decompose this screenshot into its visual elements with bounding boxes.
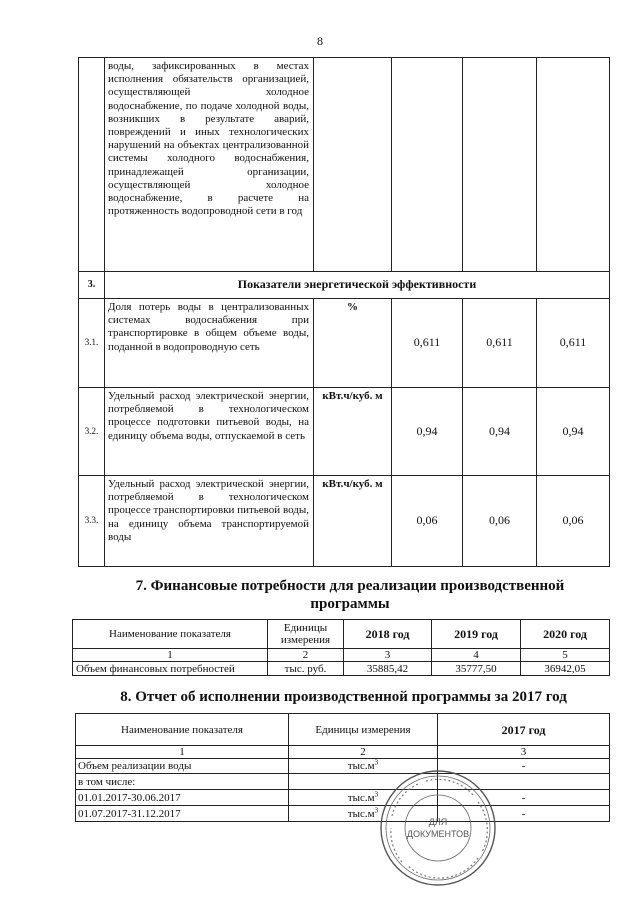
table-header-row — [76, 714, 610, 746]
column-header: 2019 год — [432, 620, 521, 649]
column-header: 2020 год — [521, 620, 610, 649]
column-header: Наименование показателя — [76, 714, 289, 746]
value-cell: 0,94 — [463, 388, 537, 476]
index-cell: 1 — [73, 649, 268, 662]
official-seal — [378, 768, 498, 888]
section8-heading: 8. Отчет об исполнении производственной программы за 2017 год — [120, 689, 567, 705]
indicator-description: Доля потерь воды в централизованных системах водоснабжения при транспортировке в общем объеме воды, поданной в водопроводную сеть — [105, 299, 314, 388]
index-row — [73, 649, 610, 662]
table-row — [79, 476, 610, 567]
table-row — [79, 58, 610, 272]
index-cell: 2 — [268, 649, 344, 662]
seal-text-2: ДОКУМЕНТОВ — [406, 829, 470, 839]
column-header: 2018 год — [344, 620, 432, 649]
row-number: 3.1. — [79, 299, 105, 388]
unit-cell: тыс. руб. — [268, 662, 344, 676]
row-number: 3.2. — [79, 388, 105, 476]
section7-heading: 7. Финансовые потребности для реализации производственной программы — [135, 578, 565, 612]
index-cell: 4 — [432, 649, 521, 662]
unit-text: тыс.м — [347, 791, 375, 804]
unit-cell: кВт.ч/куб. м — [314, 388, 392, 476]
indicator-description: Удельный расход электрической энергии, потребляемой в технологическом процессе транспортировки питьевой воды, на единицу объема транспортируемой воды — [105, 476, 314, 567]
index-cell: 1 — [76, 746, 289, 759]
row-label: 01.07.2017-31.12.2017 — [76, 806, 289, 822]
value-cell: 36942,05 — [521, 662, 610, 676]
row-label: 01.01.2017-30.06.2017 — [76, 790, 289, 806]
page-number: 8 — [317, 34, 323, 48]
indicator-description: Удельный расход электрической энергии, потребляемой в технологическом процессе подготовки питьевой воды, на единицу объема воды, отпускаемой в сеть — [105, 388, 314, 476]
unit-superscript: 3 — [374, 758, 379, 767]
unit-superscript: 3 — [374, 805, 379, 814]
value-cell: 0,611 — [537, 299, 610, 388]
index-cell: 2 — [289, 746, 438, 759]
table-row — [76, 806, 610, 822]
unit-text: тыс.м — [347, 760, 375, 772]
row-label: Объем реализации воды — [76, 759, 289, 774]
index-cell: 5 — [521, 649, 610, 662]
index-row — [76, 746, 610, 759]
column-header: Единицы измерения — [268, 620, 344, 649]
table-row — [76, 759, 610, 774]
value-cell: 0,611 — [392, 299, 463, 388]
section-title: Показатели энергетической эффективности — [105, 272, 610, 299]
value-cell: - — [438, 759, 610, 774]
table-row — [76, 790, 610, 806]
row-label: в том числе: — [76, 774, 289, 790]
unit-superscript: 3 — [374, 789, 379, 798]
section-row — [79, 272, 610, 299]
unit-cell: % — [314, 299, 392, 388]
table-row — [73, 662, 610, 676]
financial-table — [72, 619, 610, 676]
value-cell: - — [438, 806, 610, 822]
row-label: Объем финансовых потребностей — [73, 662, 268, 676]
table-row — [76, 774, 610, 790]
seal-outer-ring — [381, 771, 495, 885]
seal-center-ring — [405, 795, 471, 861]
value-cell: 0,611 — [463, 299, 537, 388]
value-cell: 0,06 — [463, 476, 537, 567]
seal-inner-ring — [386, 776, 490, 880]
indicators-table — [78, 57, 610, 567]
column-header: Единицы измерения — [289, 714, 438, 746]
value-cell: 0,06 — [392, 476, 463, 567]
value-cell: - — [438, 790, 610, 806]
value-cell: 0,94 — [537, 388, 610, 476]
column-header: 2017 год — [438, 714, 610, 746]
column-header: Наименование показателя — [73, 620, 268, 649]
index-cell: 3 — [438, 746, 610, 759]
unit-text: тыс.м — [347, 807, 375, 820]
index-cell: 3 — [344, 649, 432, 662]
value-cell: 0,06 — [537, 476, 610, 567]
value-cell: 35777,50 — [432, 662, 521, 676]
table-row — [79, 299, 610, 388]
value-cell: 35885,42 — [344, 662, 432, 676]
row-number: 3.3. — [79, 476, 105, 567]
indicator-description: воды, зафиксированных в местах исполнения обязательств организацией, осуществляющей холодное водоснабжение, по подаче холодной воды, возникших в результате аварий, повреждений и иных технологических нарушений на объектах централизованной системы холодного водоснабжения, принадлежащей организации, осуществляющей холодное водоснабжение, в расчете на протяженность водопроводной сети в год — [105, 58, 314, 272]
section-number: 3. — [79, 272, 105, 299]
table-header-row — [73, 620, 610, 649]
report-table — [75, 713, 610, 822]
unit-cell: кВт.ч/куб. м — [314, 476, 392, 567]
table-row — [79, 388, 610, 476]
value-cell: 0,94 — [392, 388, 463, 476]
seal-text-1: ДЛЯ — [428, 817, 448, 827]
